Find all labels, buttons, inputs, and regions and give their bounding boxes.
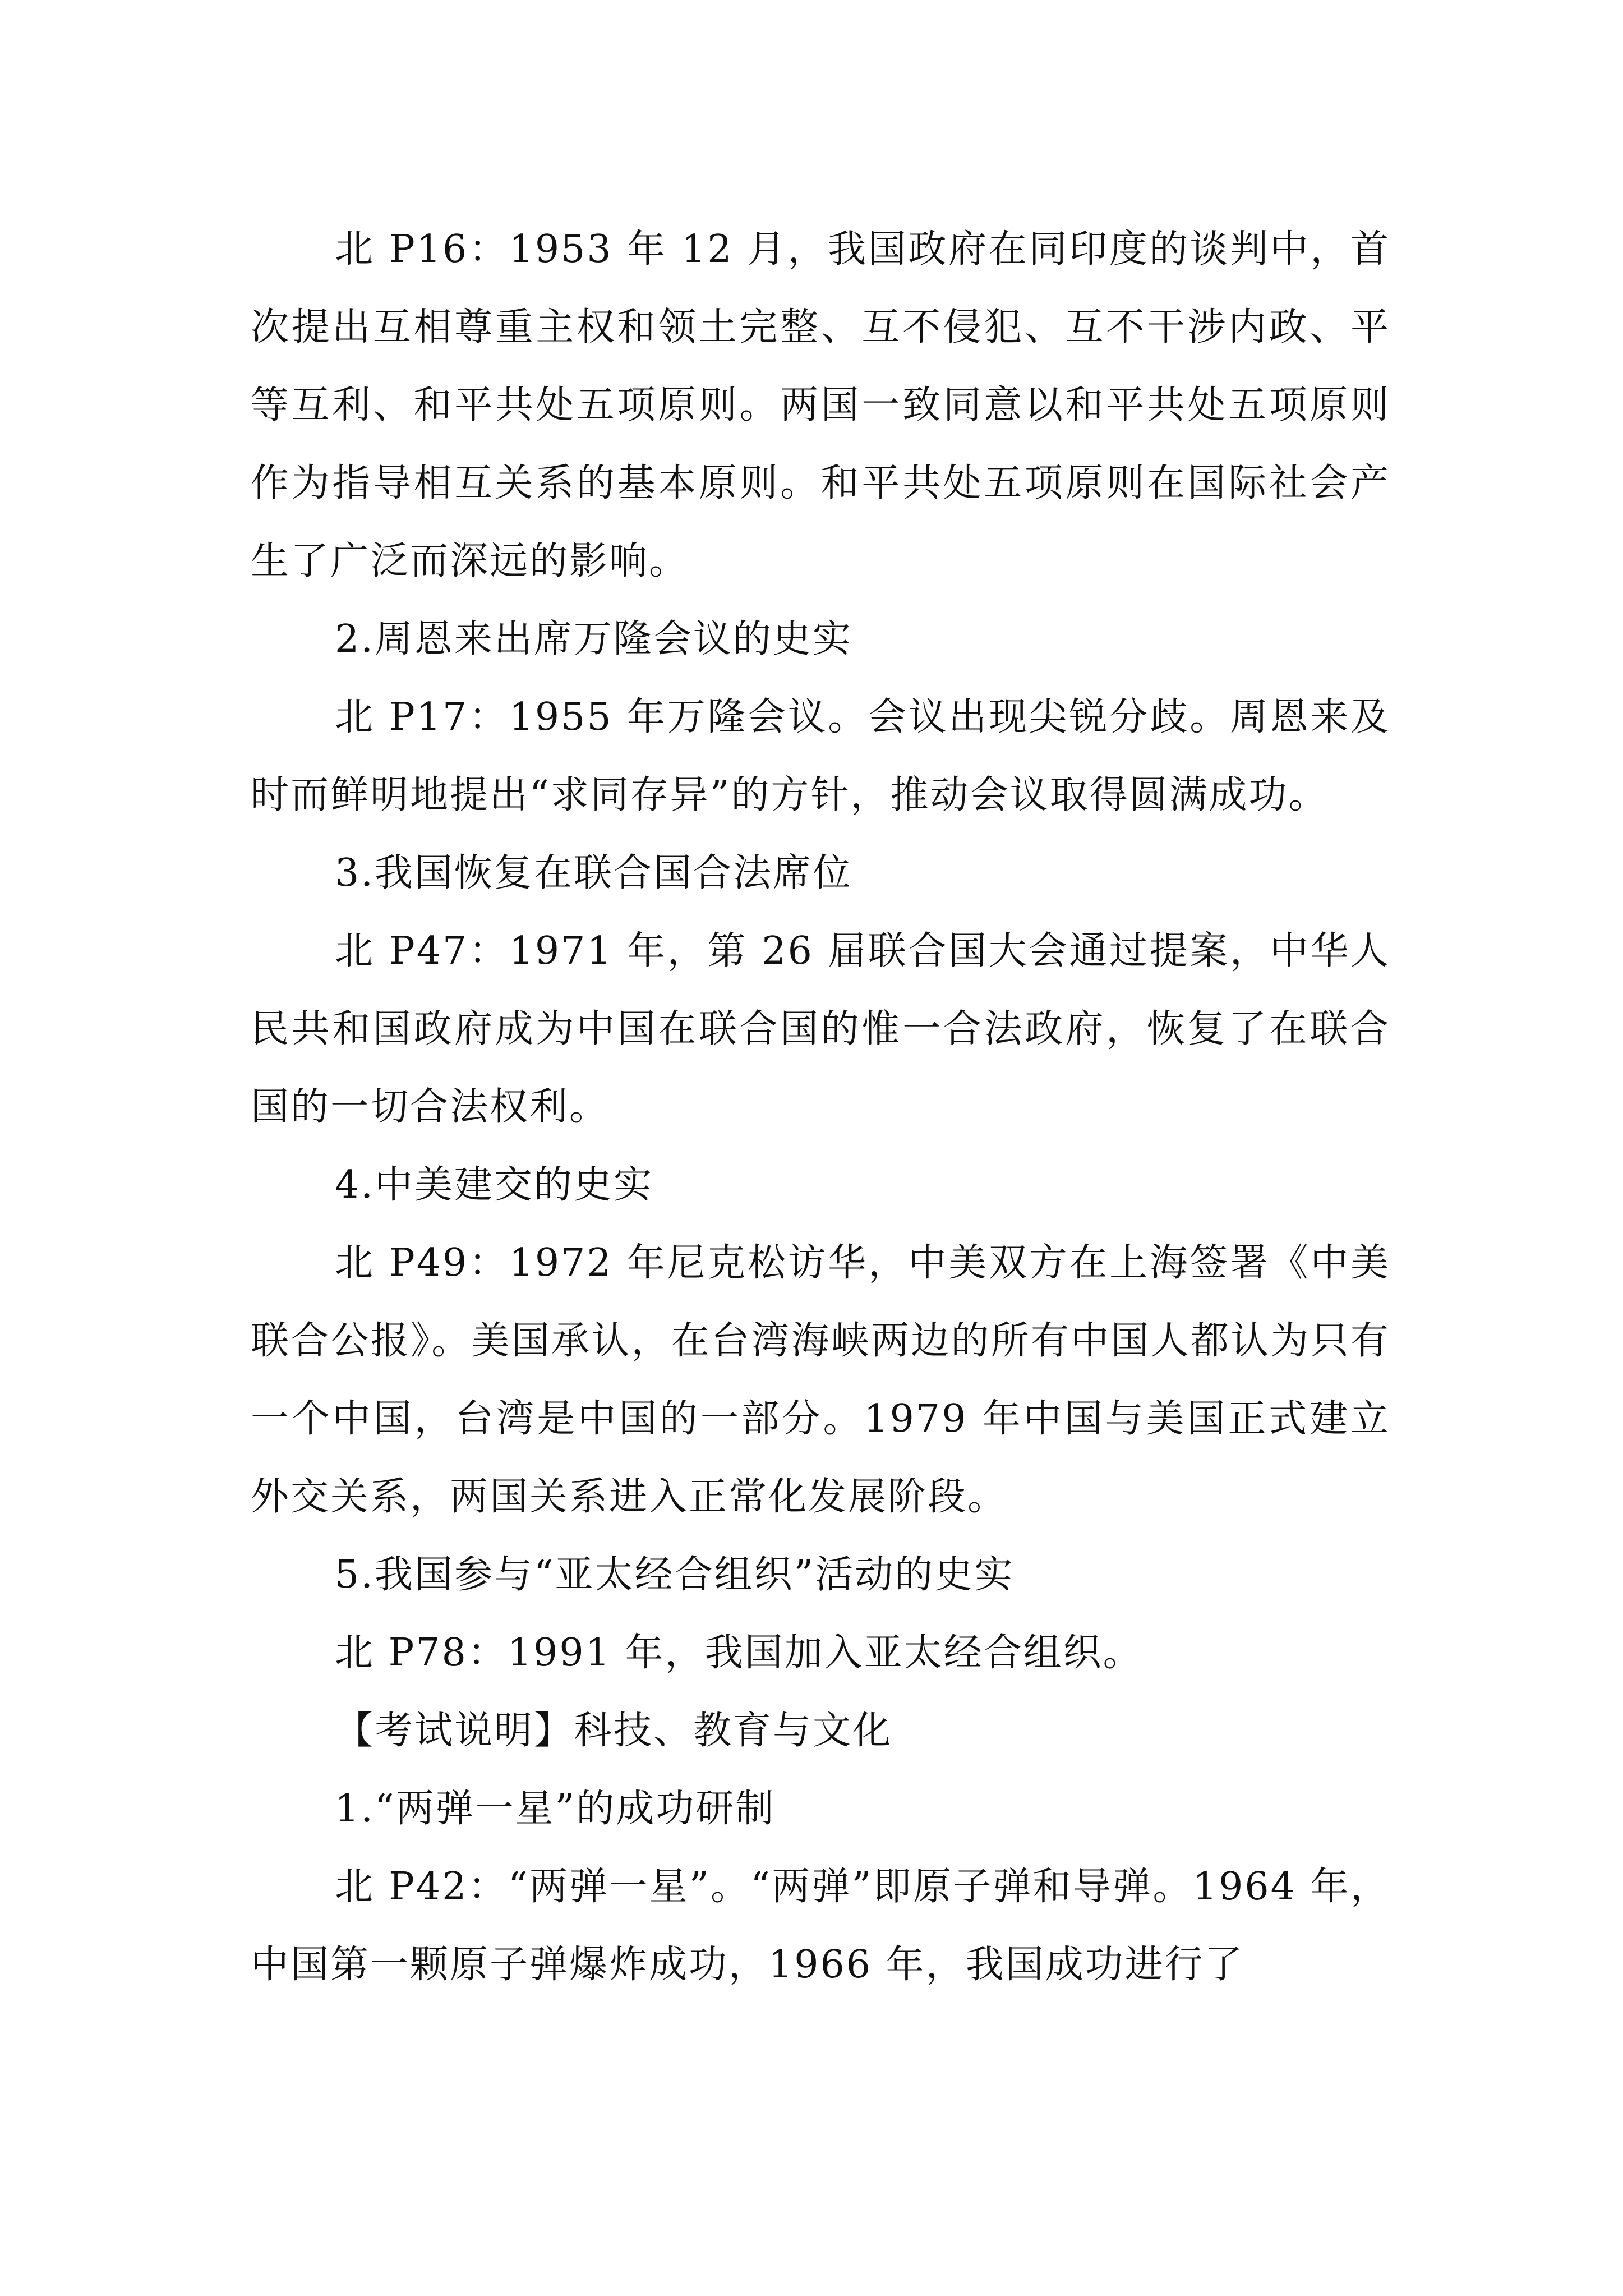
paragraph-un-seat: 北 P47：1971 年，第 26 届联合国大会通过提案，中华人民共和国政府成为中国在联合国的惟一合法政府，恢复了在联合国的一切合法权利。 <box>251 929 1390 1129</box>
paragraph-five-principles: 北 P16：1953 年 12 月，我国政府在同印度的谈判中，首次提出互相尊重主权和领土完整、互不侵犯、互不干涉内政、平等互利、和平共处五项原则。两国一致同意以和平共处五项原则作为指导相互关系的基本原则。和平共处五项原则在国际社会产生了广泛而深远的影响。 <box>251 227 1390 583</box>
heading-sino-us-relations: 4.中美建交的史实 <box>335 1163 653 1207</box>
paragraph-apec: 北 P78：1991 年，我国加入亚太经合组织。 <box>335 1631 1143 1675</box>
paragraph-two-bombs-one-satellite: 北 P42：“两弹一星”。“两弹”即原子弹和导弹。1964 年，中国第一颗原子弹爆炸成功，1966 年，我国成功进行了 <box>251 1865 1390 1987</box>
heading-bandung-conference: 2.周恩来出席万隆会议的史实 <box>335 617 852 661</box>
heading-un-seat: 3.我国恢复在联合国合法席位 <box>335 851 852 895</box>
paragraph-bandung-conference: 北 P17：1955 年万隆会议。会议出现尖锐分歧。周恩来及时而鲜明地提出“求同存异”的方针，推动会议取得圆满成功。 <box>251 695 1390 817</box>
paragraph-sino-us-relations: 北 P49：1972 年尼克松访华，中美双方在上海签署《中美联合公报》。美国承认，在台湾海峡两边的所有中国人都认为只有一个中国，台湾是中国的一部分。1979 年中国与美国正式建立外交关系，两国关系进入正常化发展阶段。 <box>251 1241 1390 1519</box>
heading-apec: 5.我国参与“亚太经合组织”活动的史实 <box>335 1553 1015 1597</box>
heading-two-bombs-one-satellite: 1.“两弹一星”的成功研制 <box>335 1787 776 1831</box>
document-page <box>251 210 1390 2004</box>
heading-exam-section: 【考试说明】科技、教育与文化 <box>335 1709 893 1753</box>
